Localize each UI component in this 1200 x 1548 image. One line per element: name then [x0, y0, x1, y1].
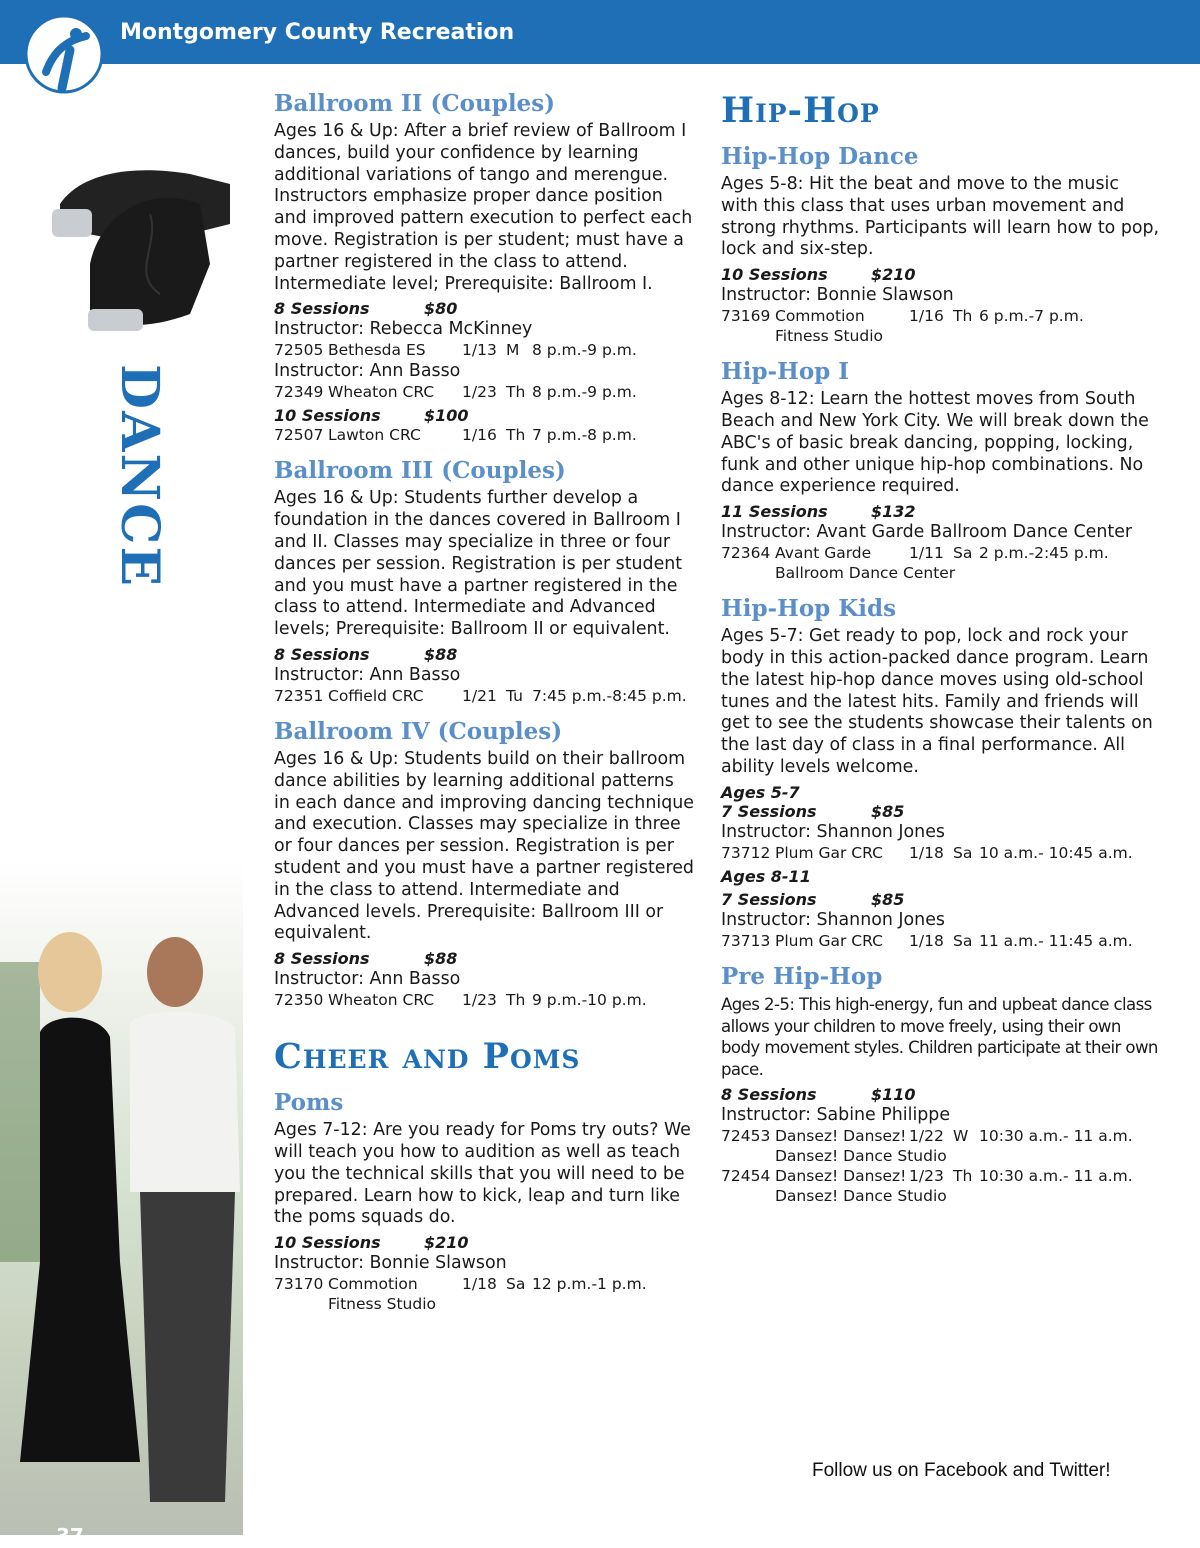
- instructor: Instructor: Rebecca McKinney: [274, 319, 533, 340]
- hip-hop-i-description: Ages 8-12: Learn the hottest moves from South Beach and New York City. We will break down the ABC's of basic break dancing, popping, locking, funk and other unique hip-hop combinations. No dance experience required.: [721, 389, 1149, 497]
- ballroom-couple-photo: [0, 862, 243, 1535]
- class-row-location-line2: Ballroom Dance Center: [775, 564, 956, 583]
- ballroom-ii-description: Ages 16 & Up: After a brief review of Ballroom I dances, build your confidence by learning additional variations of tango and merengue. Instructors emphasize proper dance position and improved pattern execution to perfect each move. Registration is per student; must have a partner registered in the class to attend. Intermediate level; Prerequisite: Ballroom I.: [274, 121, 693, 294]
- session-info: 7 Sessions $85: [721, 801, 905, 821]
- right-content-column: [721, 90, 1161, 1218]
- session-info: 8 Sessions $88: [274, 644, 458, 664]
- instructor: Instructor: Shannon Jones: [721, 821, 945, 842]
- hip-hop-kids-title: Hip-Hop Kids: [721, 595, 897, 623]
- ballroom-iv-section: [274, 718, 694, 1010]
- ballroom-iii-title: Ballroom III (Couples): [274, 457, 566, 485]
- class-row: 72351 Coffield CRC 1/21 Tu 7:45 p.m.-8:45 p.m.: [274, 686, 687, 705]
- ballroom-iii-section: [274, 457, 694, 706]
- dance-vertical-title: [109, 364, 172, 588]
- age-group: Ages 8-11: [721, 866, 811, 886]
- session-info: 7 Sessions $85: [721, 889, 905, 909]
- class-row: 72453 Dansez! Dansez! 1/22 W 10:30 a.m.- 11 a.m.: [721, 1126, 1133, 1145]
- session-info: 10 Sessions $210: [274, 1233, 469, 1253]
- left-sidebar: [0, 64, 243, 1548]
- header-title: Montgomery County Recreation: [120, 20, 515, 45]
- instructor: Instructor: Avant Garde Ballroom Dance Center: [721, 522, 1133, 543]
- session-info: 11 Sessions $132: [721, 502, 916, 522]
- pre-hip-hop-title: Pre Hip-Hop: [721, 962, 883, 990]
- instructor: Instructor: Ann Basso: [274, 969, 461, 990]
- poms-title: Poms: [274, 1089, 344, 1117]
- class-row-location-line2: Fitness Studio: [328, 1295, 436, 1314]
- ballroom-iv-title: Ballroom IV (Couples): [274, 717, 563, 745]
- hip-hop-dance-section: [721, 143, 1161, 346]
- hip-hop-i-section: [721, 358, 1161, 583]
- session-info: 10 Sessions $100: [274, 406, 469, 426]
- couple-illustration: [0, 862, 243, 1535]
- ballroom-ii-section: [274, 90, 694, 445]
- left-content-column: [274, 90, 694, 1326]
- hip-hop-dance-description: Ages 5-8: Hit the beat and move to the music with this class that uses urban movement and strong rhythms. Participants will learn how to pop, lock and six-step.: [721, 174, 1160, 260]
- class-row: 72349 Wheaton CRC 1/23 Th 8 p.m.-9 p.m.: [274, 383, 637, 402]
- ballroom-ii-title: Ballroom II (Couples): [274, 90, 556, 117]
- instructor: Instructor: Shannon Jones: [721, 909, 945, 930]
- pre-hip-hop-section: [721, 963, 1161, 1206]
- page-number: 37: [56, 1524, 84, 1548]
- class-row: 72454 Dansez! Dansez! 1/23 Th 10:30 a.m.- 11 a.m.: [721, 1166, 1133, 1185]
- instructor: Instructor: Sabine Philippe: [721, 1104, 951, 1125]
- hip-hop-i-title: Hip-Hop I: [721, 358, 850, 386]
- class-row: 72505 Bethesda ES 1/13 M 8 p.m.-9 p.m.: [274, 341, 637, 360]
- poms-section: [274, 1089, 694, 1314]
- class-row: 72350 Wheaton CRC 1/23 Th 9 p.m.-10 p.m.: [274, 991, 647, 1010]
- header-bar: [0, 0, 1200, 64]
- age-group: Ages 5-7: [721, 782, 800, 802]
- session-info: 10 Sessions $210: [721, 265, 916, 285]
- class-row: 73712 Plum Gar CRC 1/18 Sa 10 a.m.- 10:45 a.m.: [721, 843, 1133, 862]
- instructor: Instructor: Bonnie Slawson: [274, 1253, 507, 1274]
- instructor: Instructor: Ann Basso: [274, 664, 461, 685]
- hip-hop-dance-title: Hip-Hop Dance: [721, 143, 919, 170]
- hip-hop-kids-description: Ages 5-7: Get ready to pop, lock and rock your body in this action-packed dance program. Learn the latest hip-hop dance moves using old-school tunes and the latest hits. Family and friends will get to see the students showcase their talents on the last day of class in a final performance. All ability levels welcome.: [721, 626, 1153, 777]
- class-row-location-line2: Dansez! Dance Studio: [775, 1146, 947, 1165]
- instructor: Instructor: Ann Basso: [274, 361, 461, 382]
- class-row-location-line2: Dansez! Dance Studio: [775, 1186, 947, 1205]
- session-info: 8 Sessions $88: [274, 949, 458, 969]
- class-row: 73170 Commotion 1/18 Sa 12 p.m.-1 p.m.: [274, 1275, 647, 1294]
- class-row: 73169 Commotion 1/16 Th 6 p.m.-7 p.m.: [721, 307, 1084, 326]
- class-row: 72507 Lawton CRC 1/16 Th 7 p.m.-8 p.m.: [274, 426, 637, 445]
- session-info: 8 Sessions $80: [274, 299, 458, 319]
- dance-word: DANCE: [109, 364, 170, 588]
- poms-description: Ages 7-12: Are you ready for Poms try outs? We will teach you how to audition as well as teach you the technical skills that you will need to be prepared. Learn how to kick, leap and turn like the poms squads do.: [274, 1120, 691, 1228]
- ballroom-iii-description: Ages 16 & Up: Students further develop a foundation in the dances covered in Ballroom I and II. Classes may specialize in three or four dances per session. Registration is per student and you must have a partner registered in the class to attend. Intermediate and Advanced levels; Prerequisite: Ballroom II or equivalent.: [274, 488, 683, 640]
- class-row: 72364 Avant Garde 1/11 Sa 2 p.m.-2:45 p.m.: [721, 544, 1109, 563]
- hip-hop-kids-section: [721, 595, 1161, 951]
- hip-hop-heading: Hip-Hop: [721, 90, 880, 131]
- pre-hip-hop-description: Ages 2-5: This high-energy, fun and upbeat dance class allows your children to move freely, using their own body movement styles. Children participate at their own pace.: [721, 994, 1158, 1080]
- cheer-and-poms-heading: Cheer and Poms: [274, 1036, 581, 1078]
- session-info: 8 Sessions $110: [721, 1084, 916, 1104]
- class-row-location-line2: Fitness Studio: [775, 327, 883, 346]
- tap-shoes-image: [40, 114, 240, 344]
- social-footer-text: Follow us on Facebook and Twitter!: [812, 1460, 1111, 1481]
- ballroom-iv-description: Ages 16 & Up: Students build on their ballroom dance abilities by learning additional patterns in each dance and improving dancing technique and execution. Classes may specialize in three or four dances per session. Registration is per student and you must have a partner registered in the class to attend. Intermediate and Advanced levels. Prerequisite: Ballroom III or equivalent.: [274, 748, 694, 944]
- class-row: 73713 Plum Gar CRC 1/18 Sa 11 a.m.- 11:45 a.m.: [721, 931, 1133, 950]
- instructor: Instructor: Bonnie Slawson: [721, 285, 954, 306]
